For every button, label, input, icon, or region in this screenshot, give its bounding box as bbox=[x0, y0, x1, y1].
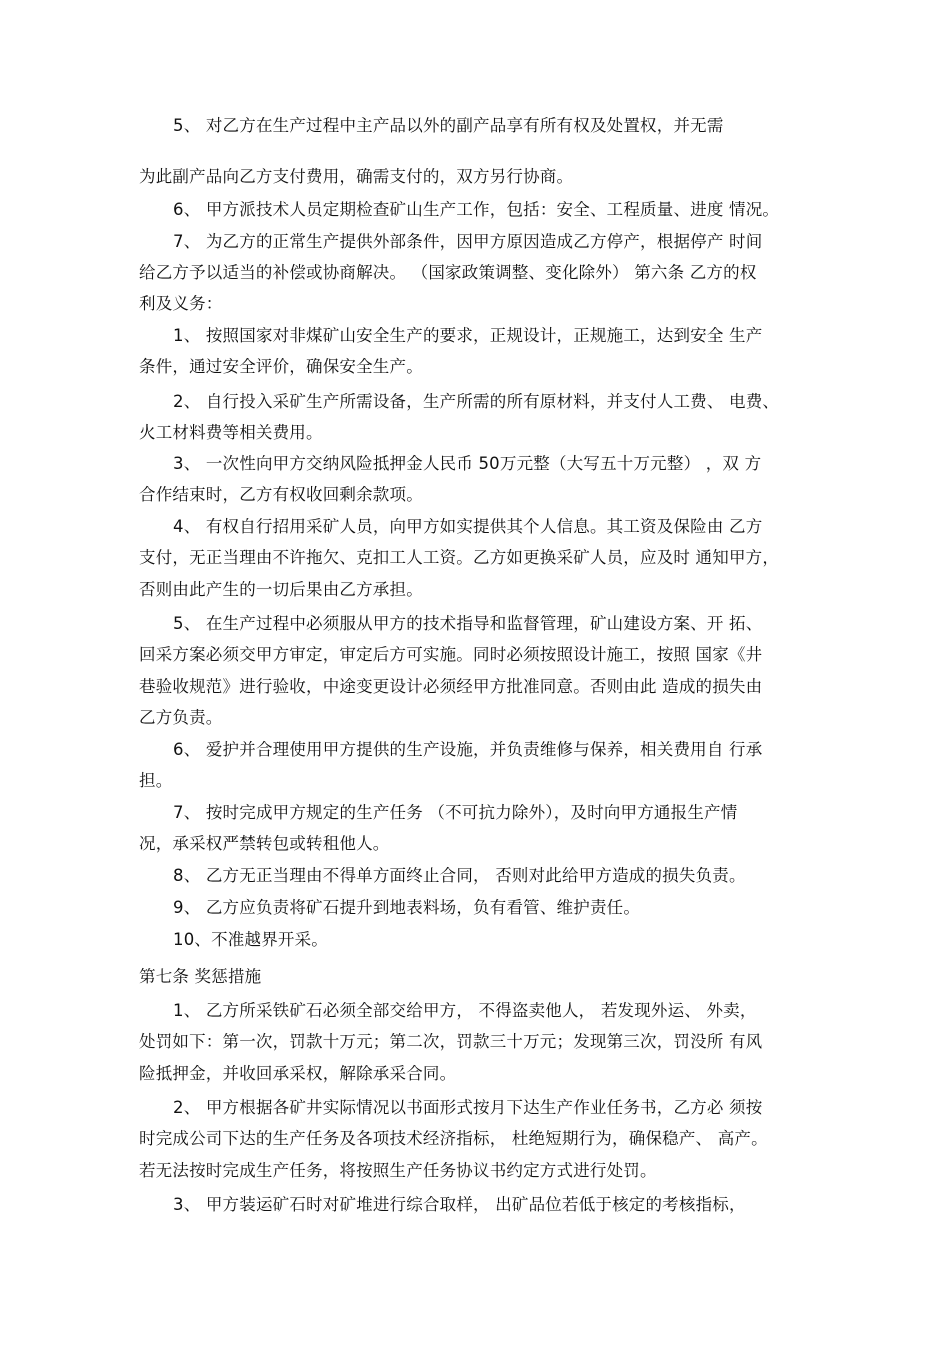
text-line: 时完成公司下达的生产任务及各项技术经济指标， 杜绝短期行为，确保稳产、 高产。 bbox=[139, 1129, 768, 1148]
text-line: 6、 甲方派技术人员定期检查矿山生产工作，包括：安全、工程质量、进度 情况。 bbox=[173, 200, 780, 219]
text-line: 7、 按时完成甲方规定的生产任务 （不可抗力除外），及时向甲方通报生产情 bbox=[173, 803, 738, 822]
text-line: 4、 有权自行招用采矿人员，向甲方如实提供其个人信息。其工资及保险由 乙方 bbox=[173, 517, 763, 536]
text-line: 况，承采权严禁转包或转租他人。 bbox=[139, 834, 390, 853]
text-line: 支付，无正当理由不许拖欠、克扣工人工资。乙方如更换采矿人员，应及时 通知甲方， bbox=[139, 548, 780, 567]
text-line: 条件，通过安全评价，确保安全生产。 bbox=[139, 357, 423, 376]
text-line: 8、 乙方无正当理由不得单方面终止合同， 否则对此给甲方造成的损失负责。 bbox=[173, 866, 746, 885]
text-line: 给乙方予以适当的补偿或协商解决。 （国家政策调整、变化除外） 第六条 乙方的权 bbox=[139, 263, 757, 282]
text-line: 担。 bbox=[139, 771, 173, 790]
text-line: 回采方案必须交甲方审定，审定后方可实施。同时必须按照设计施工，按照 国家《井 bbox=[139, 645, 763, 664]
text-line: 利及义务： bbox=[139, 294, 223, 313]
text-line: 1、 乙方所采铁矿石必须全部交给甲方， 不得盗卖他人， 若发现外运、 外卖， bbox=[173, 1001, 757, 1020]
text-line: 3、 一次性向甲方交纳风险抵押金人民币 50万元整（大写五十万元整） ，双 方 bbox=[173, 454, 762, 473]
text-line: 2、 甲方根据各矿井实际情况以书面形式按月下达生产作业任务书，乙方必 须按 bbox=[173, 1098, 763, 1117]
text-line: 险抵押金，并收回承采权，解除承采合同。 bbox=[139, 1064, 457, 1083]
text-line: 1、 按照国家对非煤矿山安全生产的要求，正规设计，正规施工，达到安全 生产 bbox=[173, 326, 763, 345]
text-line: 3、 甲方装运矿石时对矿堆进行综合取样， 出矿品位若低于核定的考核指标， bbox=[173, 1195, 746, 1214]
text-line: 巷验收规范》进行验收，中途变更设计必须经甲方批准同意。否则由此 造成的损失由 bbox=[139, 677, 763, 696]
text-line: 为此副产品向乙方支付费用，确需支付的，双方另行协商。 bbox=[139, 167, 574, 186]
section-heading: 第七条 奖惩措施 bbox=[139, 967, 262, 986]
text-line: 9、 乙方应负责将矿石提升到地表料场，负有看管、维护责任。 bbox=[173, 898, 641, 917]
text-line: 否则由此产生的一切后果由乙方承担。 bbox=[139, 580, 423, 599]
text-line: 合作结束时，乙方有权收回剩余款项。 bbox=[139, 485, 423, 504]
text-line: 2、 自行投入采矿生产所需设备，生产所需的所有原材料，并支付人工费、 电费、 bbox=[173, 392, 780, 411]
text-line: 乙方负责。 bbox=[139, 708, 223, 727]
text-line: 处罚如下：第一次，罚款十万元；第二次，罚款三十万元；发现第三次，罚没所 有风 bbox=[139, 1032, 763, 1051]
text-line: 火工材料费等相关费用。 bbox=[139, 423, 323, 442]
text-line: 5、 在生产过程中必须服从甲方的技术指导和监督管理，矿山建设方案、开 拓、 bbox=[173, 614, 763, 633]
text-line: 10、不准越界开采。 bbox=[173, 930, 328, 949]
text-line: 5、 对乙方在生产过程中主产品以外的副产品享有所有权及处置权，并无需 bbox=[173, 116, 724, 135]
text-line: 7、 为乙方的正常生产提供外部条件，因甲方原因造成乙方停产，根据停产 时间 bbox=[173, 232, 763, 251]
text-line: 6、 爱护并合理使用甲方提供的生产设施，并负责维修与保养，相关费用自 行承 bbox=[173, 740, 763, 759]
text-line: 若无法按时完成生产任务，将按照生产任务协议书约定方式进行处罚。 bbox=[139, 1161, 657, 1180]
